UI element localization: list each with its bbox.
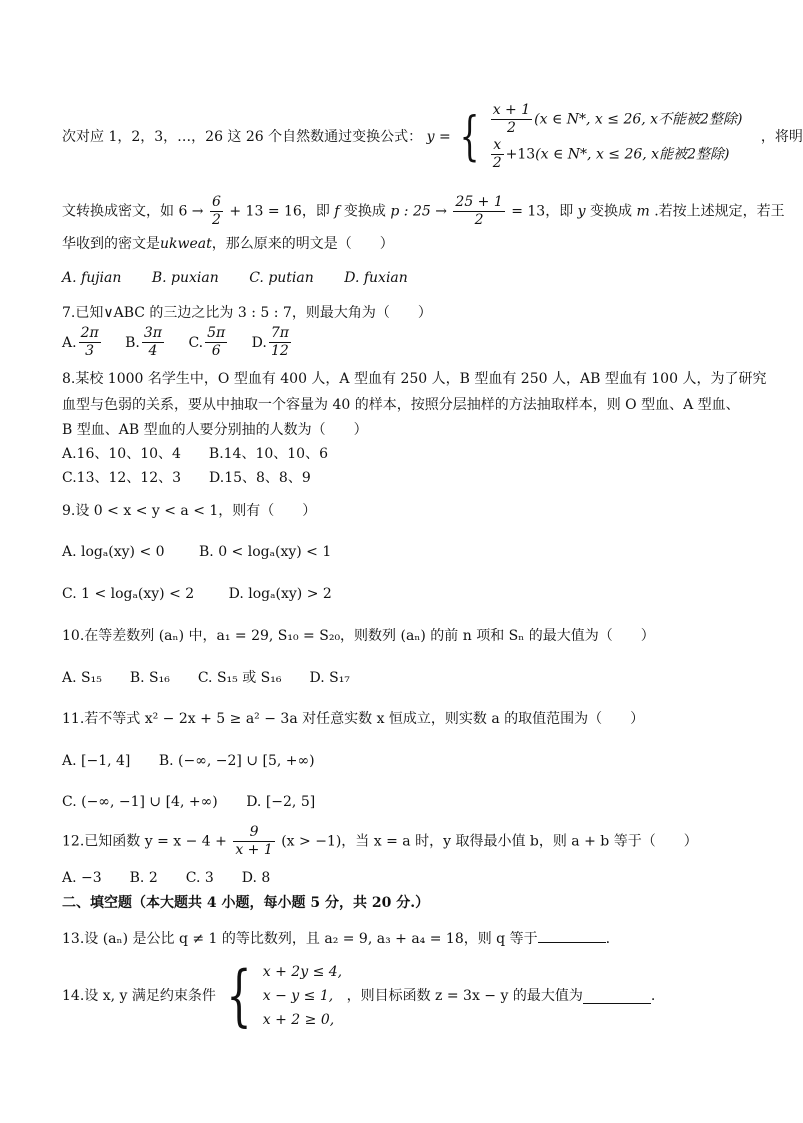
q9-option-b: B. 0 < logₐ(xy) < 1 — [199, 544, 332, 560]
q13-text: 13.设 (aₙ) 是公比 q ≠ 1 的等比数列，且 a₂ = 9, a₃ + a₄ = 18，则 q 等于 — [62, 931, 538, 947]
q9-option-d: D. logₐ(xy) > 2 — [228, 586, 332, 602]
q9-stem: 9.设 0 < x < y < a < 1，则有（ ） — [62, 503, 317, 519]
q6-case2-cond: (x ∈ N*, x ≤ 26, x能被2整除) — [535, 146, 730, 163]
q7-stem: 7.已知∨ABC 的三边之比为 3 : 5 : 7，则最大角为（ ） — [62, 305, 432, 321]
q12-text-a: 12.已知函数 y = x − 4 + — [62, 833, 227, 850]
q14-brace: { — [226, 957, 252, 1034]
q7-options — [62, 325, 293, 365]
q11-options-cd — [62, 792, 315, 812]
q11-options-ab — [62, 751, 315, 771]
q6-intro: 次对应 1，2，3，…，26 这 26 个自然数通过变换公式： — [62, 129, 423, 145]
q14-stem: 14.设 x, y 满足约束条件 { x + 2y ≤ 4, x − y ≤ 1, x + 2 ≥ 0, ，则目标函数 z = 3x − y 的最大值为 . — [62, 957, 656, 1034]
q7-option-b: B. $\frac{3\pi}{4}$ — [125, 325, 162, 359]
q11-option-c: C. (−∞, −1] ∪ [4, +∞) — [62, 794, 218, 810]
q11-stem: 11.若不等式 x² − 2x + 5 ≥ a² − 3a 对任意实数 x 恒成立，则实数 a 的取值范围为（ ） — [62, 711, 645, 727]
q10-options: A. S₁₅ B. S₁₆ C. S₁₅ 或 S₁₆ D. S₁₇ — [62, 670, 350, 686]
q14-constraints — [263, 960, 342, 1032]
q9-option-a: A. logₐ(xy) < 0 — [62, 544, 165, 560]
q8-line2: 血型与色弱的关系，要从中抽取一个容量为 40 的样本，按照分层抽样的方法抽取样本，则 O 型血、A 型血、 — [62, 397, 740, 413]
q6-option-b: B. puxian — [151, 270, 219, 286]
q6-intro-end: ，将明 — [760, 129, 803, 145]
q8-line1: 8.某校 1000 名学生中，O 型血有 400 人，A 型血有 250 人，B 型血有 250 人，AB 型血有 100 人，为了研究 — [62, 371, 767, 387]
q13-stem: 13.设 (aₙ) 是公比 q ≠ 1 的等比数列，且 a₂ = 9, a₃ + a₄ = 18，则 q 等于 . — [62, 928, 610, 949]
q9-options-ab — [62, 542, 331, 562]
q7-option-a: A. $\frac{2\pi}{3}$ — [62, 325, 99, 359]
q13-answer-blank[interactable] — [538, 928, 606, 943]
q12-stem — [62, 824, 698, 864]
q14-constraint-2: x − y ≤ 1, — [262, 988, 334, 1004]
q6-options — [62, 268, 434, 288]
q6-line2-a: 文转换成密文，如 — [62, 203, 174, 220]
q6-case1-cond: (x ∈ N*, x ≤ 26, x不能被2整除) — [534, 111, 743, 128]
q14-constraint-3: x + 2 ≥ 0, — [262, 1012, 335, 1028]
q9-options-cd — [62, 584, 332, 604]
q11-option-b: B. (−∞, −2] ∪ [5, +∞) — [158, 753, 315, 769]
q6-line2-f: .若按上述规定，若王 — [654, 203, 785, 220]
q6-line2-c: 变换成 — [343, 203, 386, 220]
q7-option-c: C. $\frac{5\pi}{6}$ — [188, 325, 226, 359]
q6-option-c: C. putian — [249, 270, 314, 286]
q8-line3: B 型血、AB 型血的人要分别抽的人数为（ ） — [62, 422, 368, 438]
q8-options-ab: A.16、10、10、4 B.14、10、10、6 — [62, 446, 328, 462]
q6-cases: $\frac{x + 1}{2}$ (x ∈ N*, x ≤ 26, x不能被2整除) $\frac{x}{2}$ +13(x ∈ N*, x ≤ 26, x能被2整除) — [492, 102, 743, 171]
q6-line2-b: + 13 = 16，即 — [229, 203, 330, 220]
q6-line3 — [62, 234, 394, 254]
q12-text-b: (x > −1)，当 x = a 时，y 取得最小值 b，则 a + b 等于（ ） — [281, 833, 698, 850]
q14-answer-blank[interactable] — [583, 989, 651, 1004]
q6-line3-b: ，那么原来的明文是（ ） — [211, 236, 394, 252]
q14-constraint-1: x + 2y ≤ 4, — [262, 964, 343, 980]
q6-brace: { — [459, 107, 480, 167]
q9-option-c: C. 1 < logₐ(xy) < 2 — [62, 586, 195, 602]
section2-title: 二、填空题（本大题共 4 小题，每小题 5 分，共 20 分.） — [62, 895, 430, 911]
q6-cipher: ukweat — [160, 236, 212, 252]
q11-option-d: D. [−2, 5] — [246, 794, 316, 810]
q7-option-d: D. $\frac{7\pi}{12}$ — [251, 325, 289, 359]
q14-text-b: ，则目标函数 z = 3x − y 的最大值为 — [346, 988, 583, 1004]
q14-text-a: 14.设 x, y 满足约束条件 — [62, 988, 216, 1004]
q6-line2: 文转换成密文，如 6 → $\frac{6}{2}$ + 13 = 16，即 f 变换成 p : 25 → $\frac{25 + 1}{2}$ = 13，即 y 变换成 m .若按上述规定，若王 — [62, 194, 785, 228]
q8-options-cd: C.13、12、12、3 D.15、8、8、9 — [62, 470, 311, 486]
q6-option-d: D. fuxian — [344, 270, 408, 286]
q6-line3-a: 华收到的密文是 — [62, 236, 160, 252]
q12-options: A. −3 B. 2 C. 3 D. 8 — [62, 870, 271, 886]
q6-line2-e: 变换成 — [590, 203, 633, 220]
q6-option-a: A. fujian — [62, 270, 122, 286]
q12-fraction: $\frac{9}{x + 1}$ — [235, 824, 273, 858]
q6-formula-line: 次对应 1，2，3，…，26 这 26 个自然数通过变换公式： y = { $\frac{x + 1}{2}$ (x ∈ N*, x ≤ 26, x不能被2整除) $\frac{x}{2}$ +13(x ∈ N*, x ≤ 26, x能被2整除) ，将明 — [62, 102, 803, 171]
q6-line2-d: = 13，即 — [511, 203, 574, 220]
q10-stem: 10.在等差数列 (aₙ) 中，a₁ = 29, S₁₀ = S₂₀，则数列 (aₙ) 的前 n 项和 Sₙ 的最大值为（ ） — [62, 628, 655, 644]
q11-option-a: A. [−1, 4] — [62, 753, 131, 769]
